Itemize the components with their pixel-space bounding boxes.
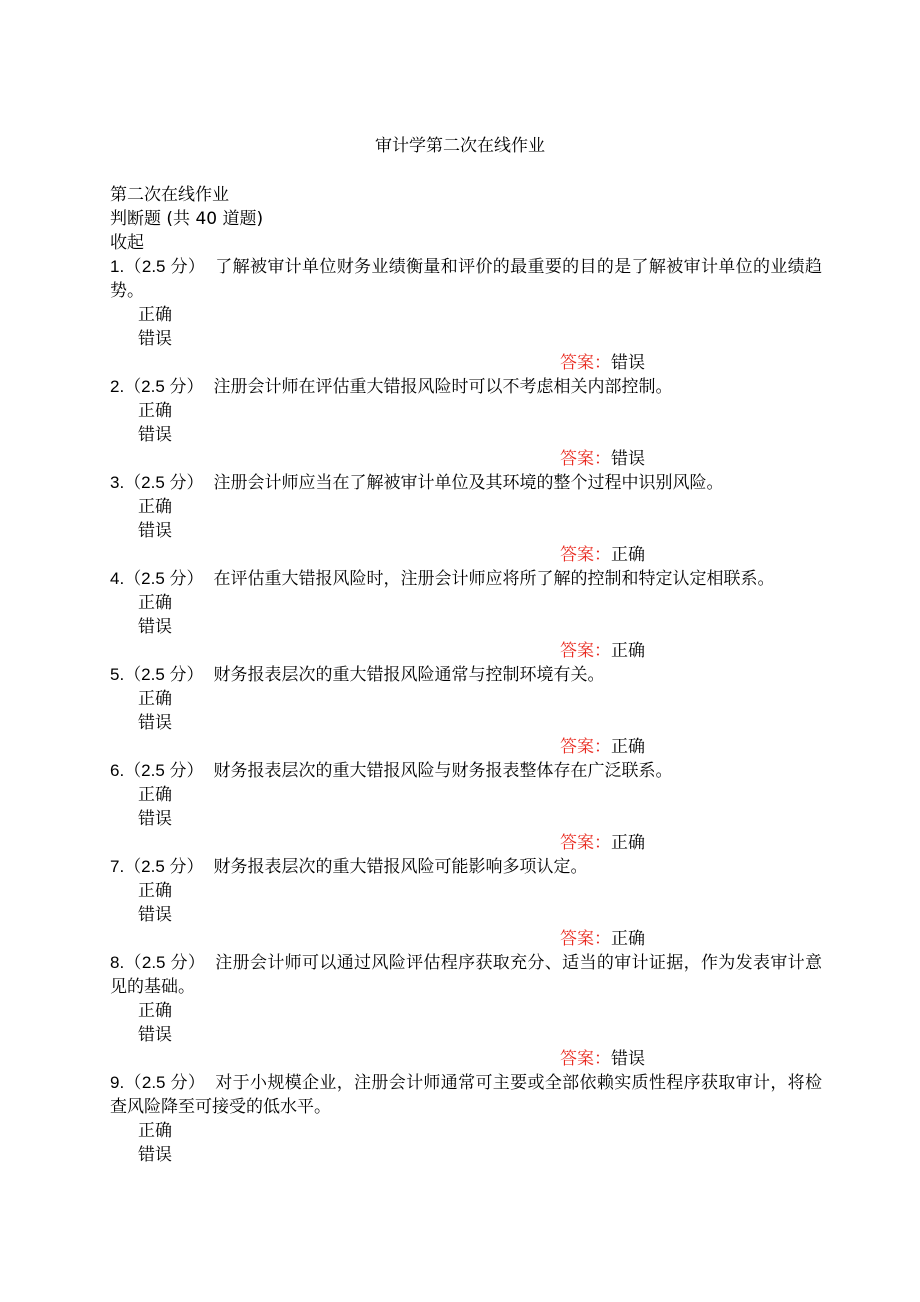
answer-value: 错误	[611, 353, 645, 373]
answer-value: 错误	[611, 449, 645, 469]
answer-line	[110, 351, 822, 375]
option-false[interactable]: 错误	[138, 521, 172, 541]
answer-line	[110, 831, 822, 855]
option-false[interactable]: 错误	[138, 809, 172, 829]
question-number: 6.	[110, 761, 125, 780]
option-true[interactable]: 正确	[138, 1121, 172, 1141]
question-number: 3.	[110, 473, 125, 492]
question-number: 1.	[110, 257, 125, 276]
question-text: 注册会计师在评估重大错报风险时可以不考虑相关内部控制。	[213, 377, 673, 397]
answer-value: 正确	[611, 545, 645, 565]
answer-value: 错误	[611, 1049, 645, 1069]
section-title: 第二次在线作业	[110, 185, 229, 205]
answer-value: 正确	[611, 929, 645, 949]
question-text-line	[110, 471, 822, 495]
option-true[interactable]: 正确	[138, 593, 172, 613]
option-true[interactable]: 正确	[138, 401, 172, 421]
question-number: 7.	[110, 857, 125, 876]
question-text-line	[110, 759, 822, 783]
question-score: （2.5 分）	[124, 761, 204, 780]
option-true[interactable]: 正确	[138, 1001, 172, 1021]
answer-label: 答案：	[560, 1049, 611, 1069]
question-text-line	[110, 1071, 822, 1119]
question-text: 对于小规模企业，注册会计师通常可主要或全部依赖实质性程序获取审计，将检查风险降至可接受的低水平。	[110, 1073, 823, 1117]
question-score: （2.5 分）	[124, 665, 204, 684]
question-score: （2.5 分）	[124, 377, 204, 396]
answer-value: 正确	[611, 833, 645, 853]
question-item	[110, 255, 822, 375]
answer-line	[110, 639, 822, 663]
question-text: 财务报表层次的重大错报风险与财务报表整体存在广泛联系。	[213, 761, 673, 781]
answer-label: 答案：	[560, 641, 611, 661]
collapse-link[interactable]: 收起	[110, 233, 144, 253]
document-title: 审计学第二次在线作业	[375, 136, 545, 156]
question-score: （2.5 分）	[124, 473, 204, 492]
answer-line	[110, 543, 822, 567]
question-text: 注册会计师应当在了解被审计单位及其环境的整个过程中识别风险。	[213, 473, 724, 493]
option-true[interactable]: 正确	[138, 689, 172, 709]
section-header	[110, 183, 263, 255]
answer-line	[110, 447, 822, 471]
question-item	[110, 663, 822, 759]
option-false[interactable]: 错误	[138, 617, 172, 637]
answer-line	[110, 927, 822, 951]
option-true[interactable]: 正确	[138, 785, 172, 805]
answer-line	[110, 1047, 822, 1071]
question-item	[110, 375, 822, 471]
question-score: （2.5 分）	[124, 569, 204, 588]
answer-value: 正确	[611, 641, 645, 661]
question-text: 财务报表层次的重大错报风险可能影响多项认定。	[213, 857, 588, 877]
question-type-label: 判断题 (共 40 道题)	[110, 209, 264, 229]
option-true[interactable]: 正确	[138, 881, 172, 901]
question-number: 4.	[110, 569, 125, 588]
option-false[interactable]: 错误	[138, 905, 172, 925]
answer-value: 正确	[611, 737, 645, 757]
question-item	[110, 759, 822, 855]
question-item	[110, 951, 822, 1071]
question-item	[110, 567, 822, 663]
answer-label: 答案：	[560, 833, 611, 853]
question-text-line	[110, 567, 822, 591]
question-number: 2.	[110, 377, 125, 396]
option-false[interactable]: 错误	[138, 329, 172, 349]
answer-label: 答案：	[560, 449, 611, 469]
question-score: （2.5 分）	[124, 257, 206, 276]
option-true[interactable]: 正确	[138, 305, 172, 325]
question-number: 5.	[110, 665, 125, 684]
answer-label: 答案：	[560, 929, 611, 949]
question-text-line	[110, 951, 822, 999]
question-item	[110, 1071, 822, 1167]
answer-label: 答案：	[560, 353, 611, 373]
answer-label: 答案：	[560, 737, 611, 757]
option-false[interactable]: 错误	[138, 713, 172, 733]
question-score: （2.5 分）	[124, 1073, 206, 1092]
option-false[interactable]: 错误	[138, 425, 172, 445]
option-false[interactable]: 错误	[138, 1145, 172, 1165]
question-text-line	[110, 255, 822, 303]
question-number: 8.	[110, 953, 125, 972]
question-item	[110, 471, 822, 567]
question-list	[110, 255, 822, 1167]
question-text: 财务报表层次的重大错报风险通常与控制环境有关。	[213, 665, 605, 685]
question-text-line	[110, 663, 822, 687]
answer-line	[110, 735, 822, 759]
question-text-line	[110, 855, 822, 879]
question-score: （2.5 分）	[124, 953, 206, 972]
question-text-line	[110, 375, 822, 399]
question-text: 在评估重大错报风险时，注册会计师应将所了解的控制和特定认定相联系。	[213, 569, 775, 589]
question-text: 了解被审计单位财务业绩衡量和评价的最重要的目的是了解被审计单位的业绩趋势。	[110, 257, 823, 301]
question-score: （2.5 分）	[124, 857, 204, 876]
question-text: 注册会计师可以通过风险评估程序获取充分、适当的审计证据，作为发表审计意见的基础。	[110, 953, 823, 997]
question-number: 9.	[110, 1073, 125, 1092]
question-item	[110, 855, 822, 951]
option-false[interactable]: 错误	[138, 1025, 172, 1045]
answer-label: 答案：	[560, 545, 611, 565]
option-true[interactable]: 正确	[138, 497, 172, 517]
